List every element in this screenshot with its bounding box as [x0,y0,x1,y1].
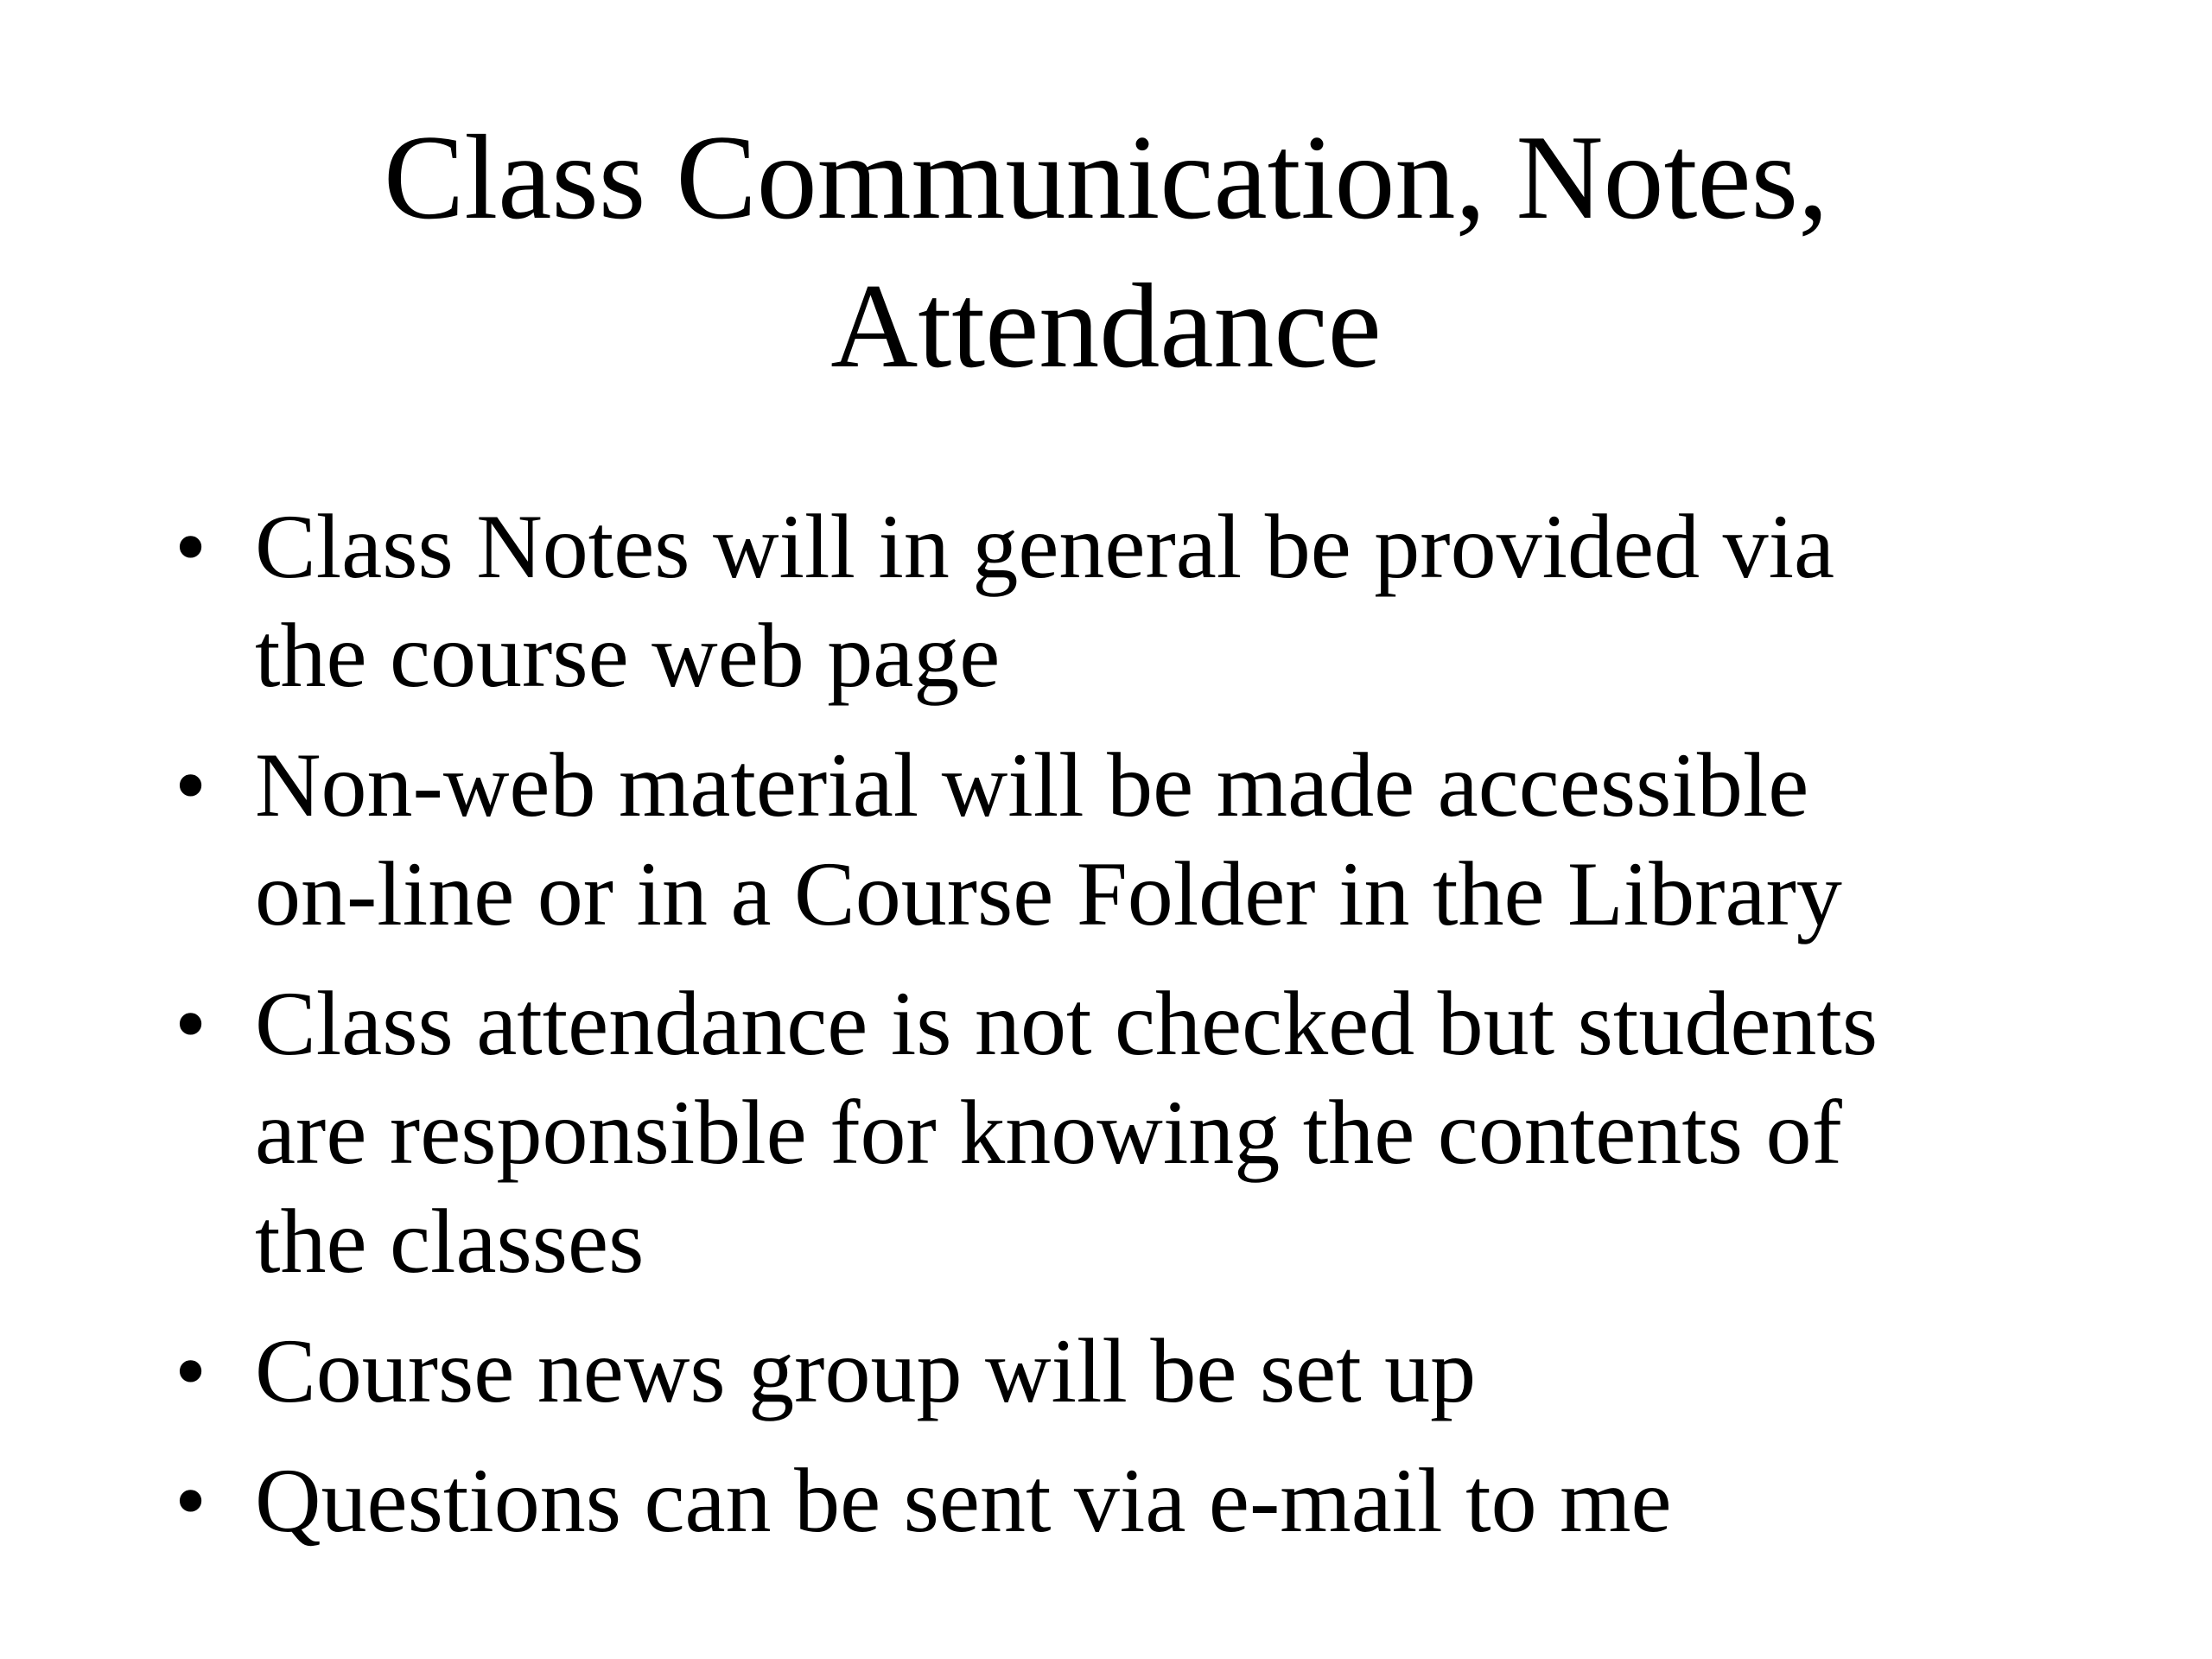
bullet-text [255,1317,2117,1426]
bullet-item-attendance [164,969,2117,1296]
bullet-text [255,1446,2117,1555]
bullet-line: on-line or in a Course Folder in the Library [255,843,1842,944]
bullet-line: Questions can be sent via e-mail to me [255,1450,1672,1551]
bullet-line: Non-web material will be made accessible [255,734,1809,836]
bullet-item-news-group [164,1317,2117,1426]
slide-title [0,104,2212,401]
bullet-list [164,493,2117,1576]
bullet-line: the classes [255,1191,645,1292]
slide-title-line-2: Attendance [830,259,1382,393]
bullet-item-questions-email [164,1446,2117,1555]
bullet-text [255,731,2117,949]
bullet-item-non-web-material [164,731,2117,949]
bullet-line: Course news group will be set up [255,1320,1477,1421]
bullet-dot-icon: • [175,973,207,1074]
bullet-line: are responsible for knowing the contents of [255,1082,1842,1183]
bullet-text [255,969,2117,1296]
bullet-dot-icon: • [175,496,207,597]
bullet-line: the course web page [255,605,1001,706]
bullet-line: Class Notes will in general be provided via [255,496,1835,597]
bullet-text [255,493,2117,710]
bullet-dot-icon: • [175,1320,207,1421]
bullet-dot-icon: • [175,1450,207,1551]
bullet-line: Class attendance is not checked but students [255,973,1878,1074]
slide-title-line-1: Class Communication, Notes, [383,111,1829,245]
bullet-item-class-notes [164,493,2117,710]
bullet-dot-icon: • [175,734,207,836]
